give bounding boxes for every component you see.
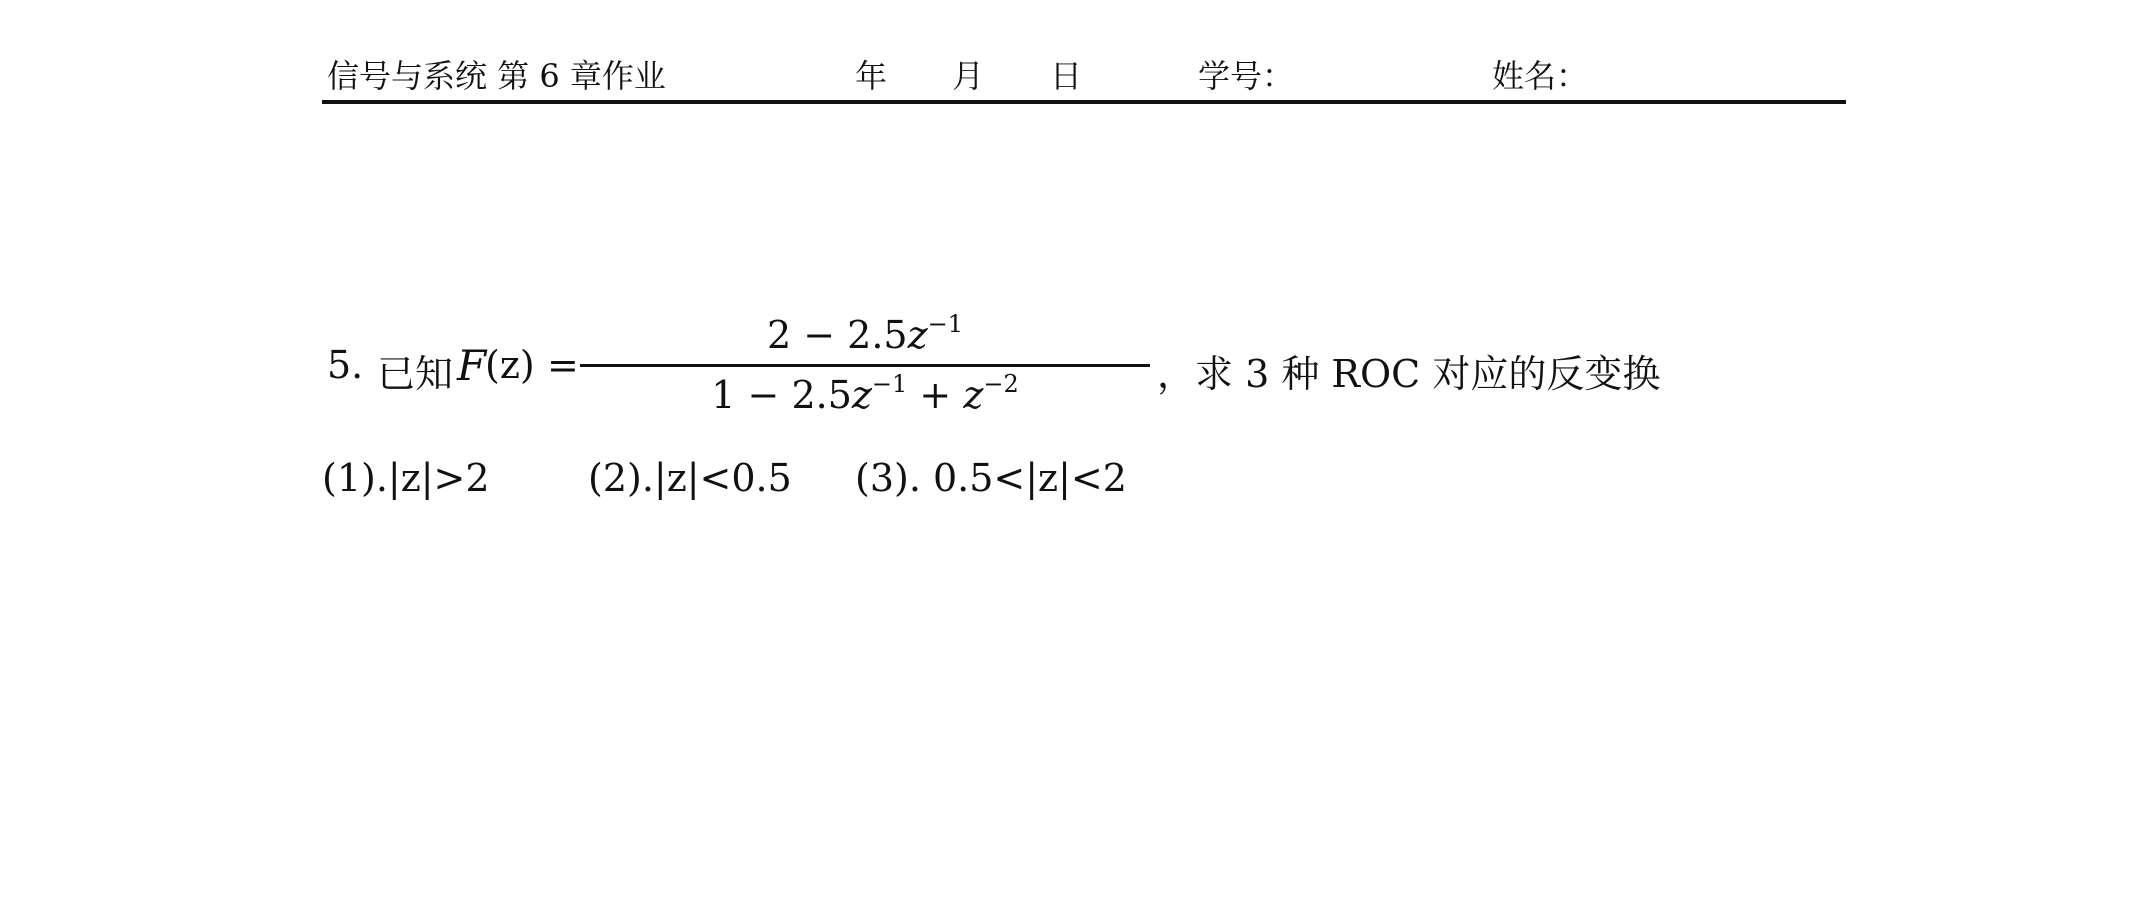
numerator-exponent: −1 — [927, 310, 964, 338]
function-argument: (z) — [485, 343, 535, 387]
numerator-operator: − — [803, 313, 836, 357]
numerator-coefficient: 2.5 — [847, 313, 908, 357]
denominator-exponent-2: −2 — [983, 370, 1019, 398]
header-name-label: 姓名： — [1492, 57, 1589, 95]
numerator-variable: z — [907, 313, 928, 357]
header-year-label: 年 — [855, 57, 888, 95]
denominator-operator-2: + — [919, 373, 952, 417]
numerator-constant: 2 — [766, 313, 792, 357]
header-student-id-label: 学号： — [1198, 57, 1295, 95]
fraction-bar — [580, 364, 1150, 367]
denominator-variable-1: z — [851, 373, 872, 417]
problem-number: 5. — [327, 343, 364, 387]
denominator-coefficient: 2.5 — [791, 373, 852, 417]
header-day-label: 日 — [1050, 57, 1083, 95]
fraction-denominator — [580, 371, 1150, 419]
roc-option-2: (2).|z|<0.5 — [588, 456, 792, 500]
problem-instruction: ，求 3 种 ROC 对应的反变换 — [1157, 352, 1661, 396]
denominator-exponent-1: −1 — [871, 370, 908, 398]
problem-known-text: 已知 — [377, 352, 454, 396]
fraction-numerator — [580, 311, 1150, 359]
denominator-constant: 1 — [711, 373, 736, 417]
function-symbol: F — [457, 341, 487, 390]
denominator-variable-2: z — [963, 373, 984, 417]
transfer-function-fraction — [580, 311, 1150, 421]
roc-option-1: (1).|z|>2 — [322, 456, 490, 500]
header-title: 信号与系统 第 6 章作业 — [327, 57, 666, 95]
page-header — [322, 54, 1846, 104]
roc-option-3: (3). 0.5<|z|<2 — [855, 456, 1127, 500]
denominator-operator-1: − — [747, 373, 780, 417]
header-month-label: 月 — [952, 57, 985, 95]
equals-sign: = — [547, 343, 579, 387]
